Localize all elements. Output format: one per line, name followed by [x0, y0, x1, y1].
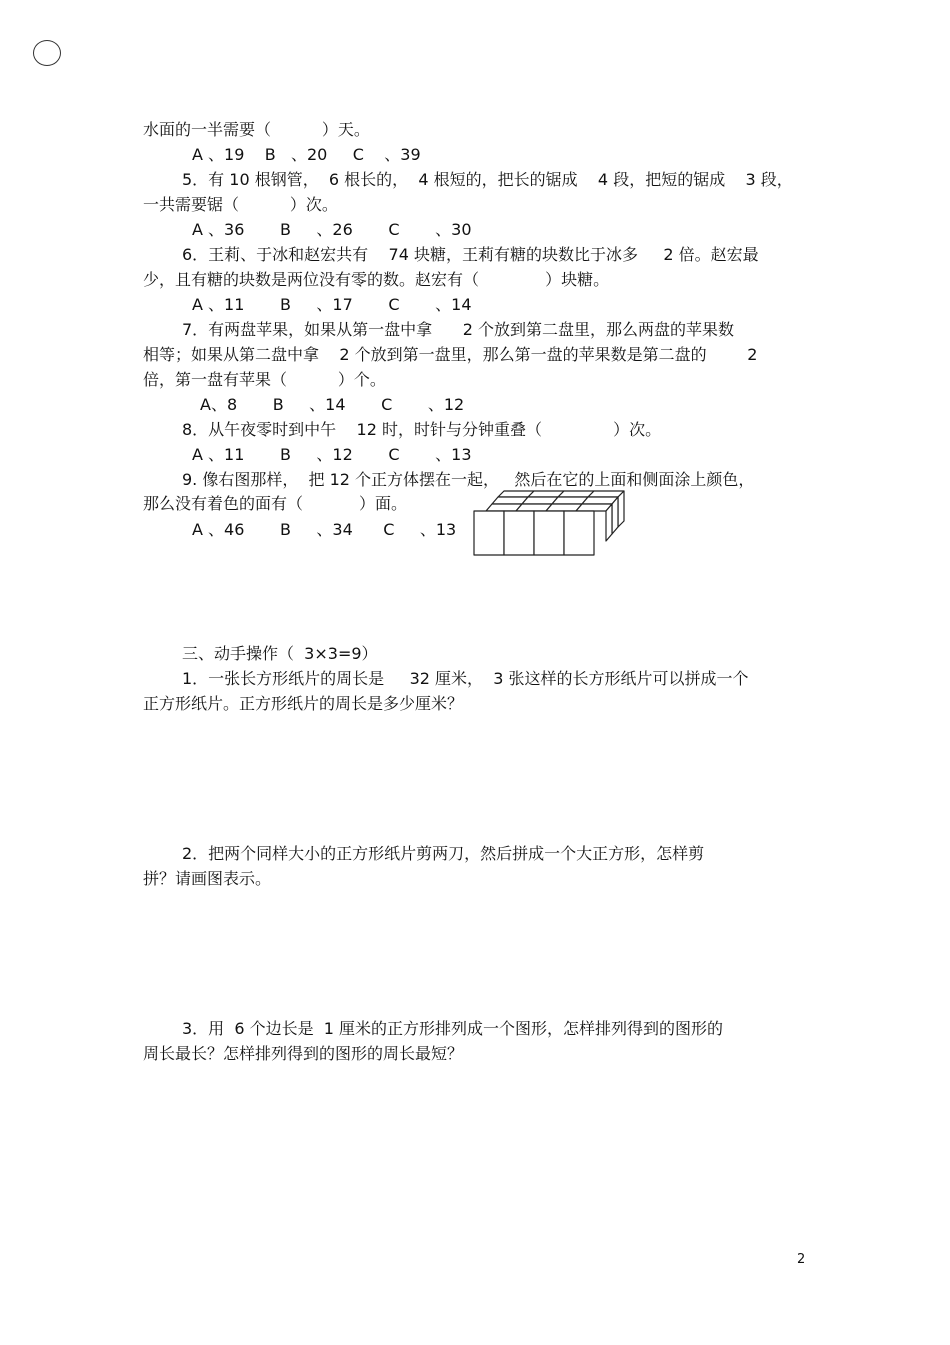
s3-p3-line2: 周长最长？怎样排列得到的图形的周长最短？: [143, 1044, 464, 1063]
q6-line1: 6．王莉、于冰和赵宏共有 74 块糖，王莉有糖的块数比于冰多 2 倍。赵宏最: [182, 245, 759, 264]
q9-options: A 、46 B 、34 C 、13: [192, 520, 457, 539]
s3-p1-line1: 1．一张长方形纸片的周长是 32 厘米， 3 张这样的长方形纸片可以拼成一个: [182, 669, 749, 688]
q5-line2: 一共需要锯（ ）次。: [143, 195, 338, 214]
q5-line1: 5．有 10 根钢管， 6 根长的， 4 根短的，把长的锯成 4 段，把短的锯成 3 段，: [182, 170, 793, 189]
section3-heading: 三、动手操作（ 3×3=9）: [182, 644, 378, 663]
s3-p1-line2: 正方形纸片。正方形纸片的周长是多少厘米？: [143, 694, 464, 713]
s3-p3-line1: 3．用 6 个边长是 1 厘米的正方形排列成一个图形，怎样排列得到的图形的: [182, 1019, 724, 1038]
q4-stem-tail: 水面的一半需要（ ）天。: [143, 120, 370, 139]
q9-line2: 那么没有着色的面有（ ）面。: [143, 494, 407, 513]
s3-p2-line1: 2．把两个同样大小的正方形纸片剪两刀，然后拼成一个大正方形，怎样剪: [182, 844, 705, 863]
q8-line1: 8．从午夜零时到中午 12 时，时针与分钟重叠（ ）次。: [182, 420, 662, 439]
q9-line1: 9. 像右图那样， 把 12 个正方体摆在一起， 然后在它的上面和侧面涂上颜色，: [182, 470, 755, 489]
q7-options: A、8 B 、14 C 、12: [200, 395, 465, 414]
q6-line2: 少，且有糖的块数是两位没有零的数。赵宏有（ ）块糖。: [143, 270, 610, 289]
q6-options: A 、11 B 、17 C 、14: [192, 295, 472, 314]
corner-circle-mark: [33, 40, 61, 66]
q7-line3: 倍，第一盘有苹果（ ）个。: [143, 370, 386, 389]
s3-p2-line2: 拼？请画图表示。: [143, 869, 272, 888]
cube-stack-figure: [470, 487, 640, 562]
q7-line1: 7．有两盘苹果，如果从第一盘中拿 2 个放到第二盘里，那么两盘的苹果数: [182, 320, 734, 339]
q5-options: A 、36 B 、26 C 、30: [192, 220, 472, 239]
q7-line2: 相等；如果从第二盘中拿 2 个放到第一盘里，那么第一盘的苹果数是第二盘的 2: [143, 345, 758, 364]
page-number: 2: [797, 1252, 806, 1267]
q8-options: A 、11 B 、12 C 、13: [192, 445, 472, 464]
q4-options: A 、19 B 、20 C 、39: [192, 145, 421, 164]
